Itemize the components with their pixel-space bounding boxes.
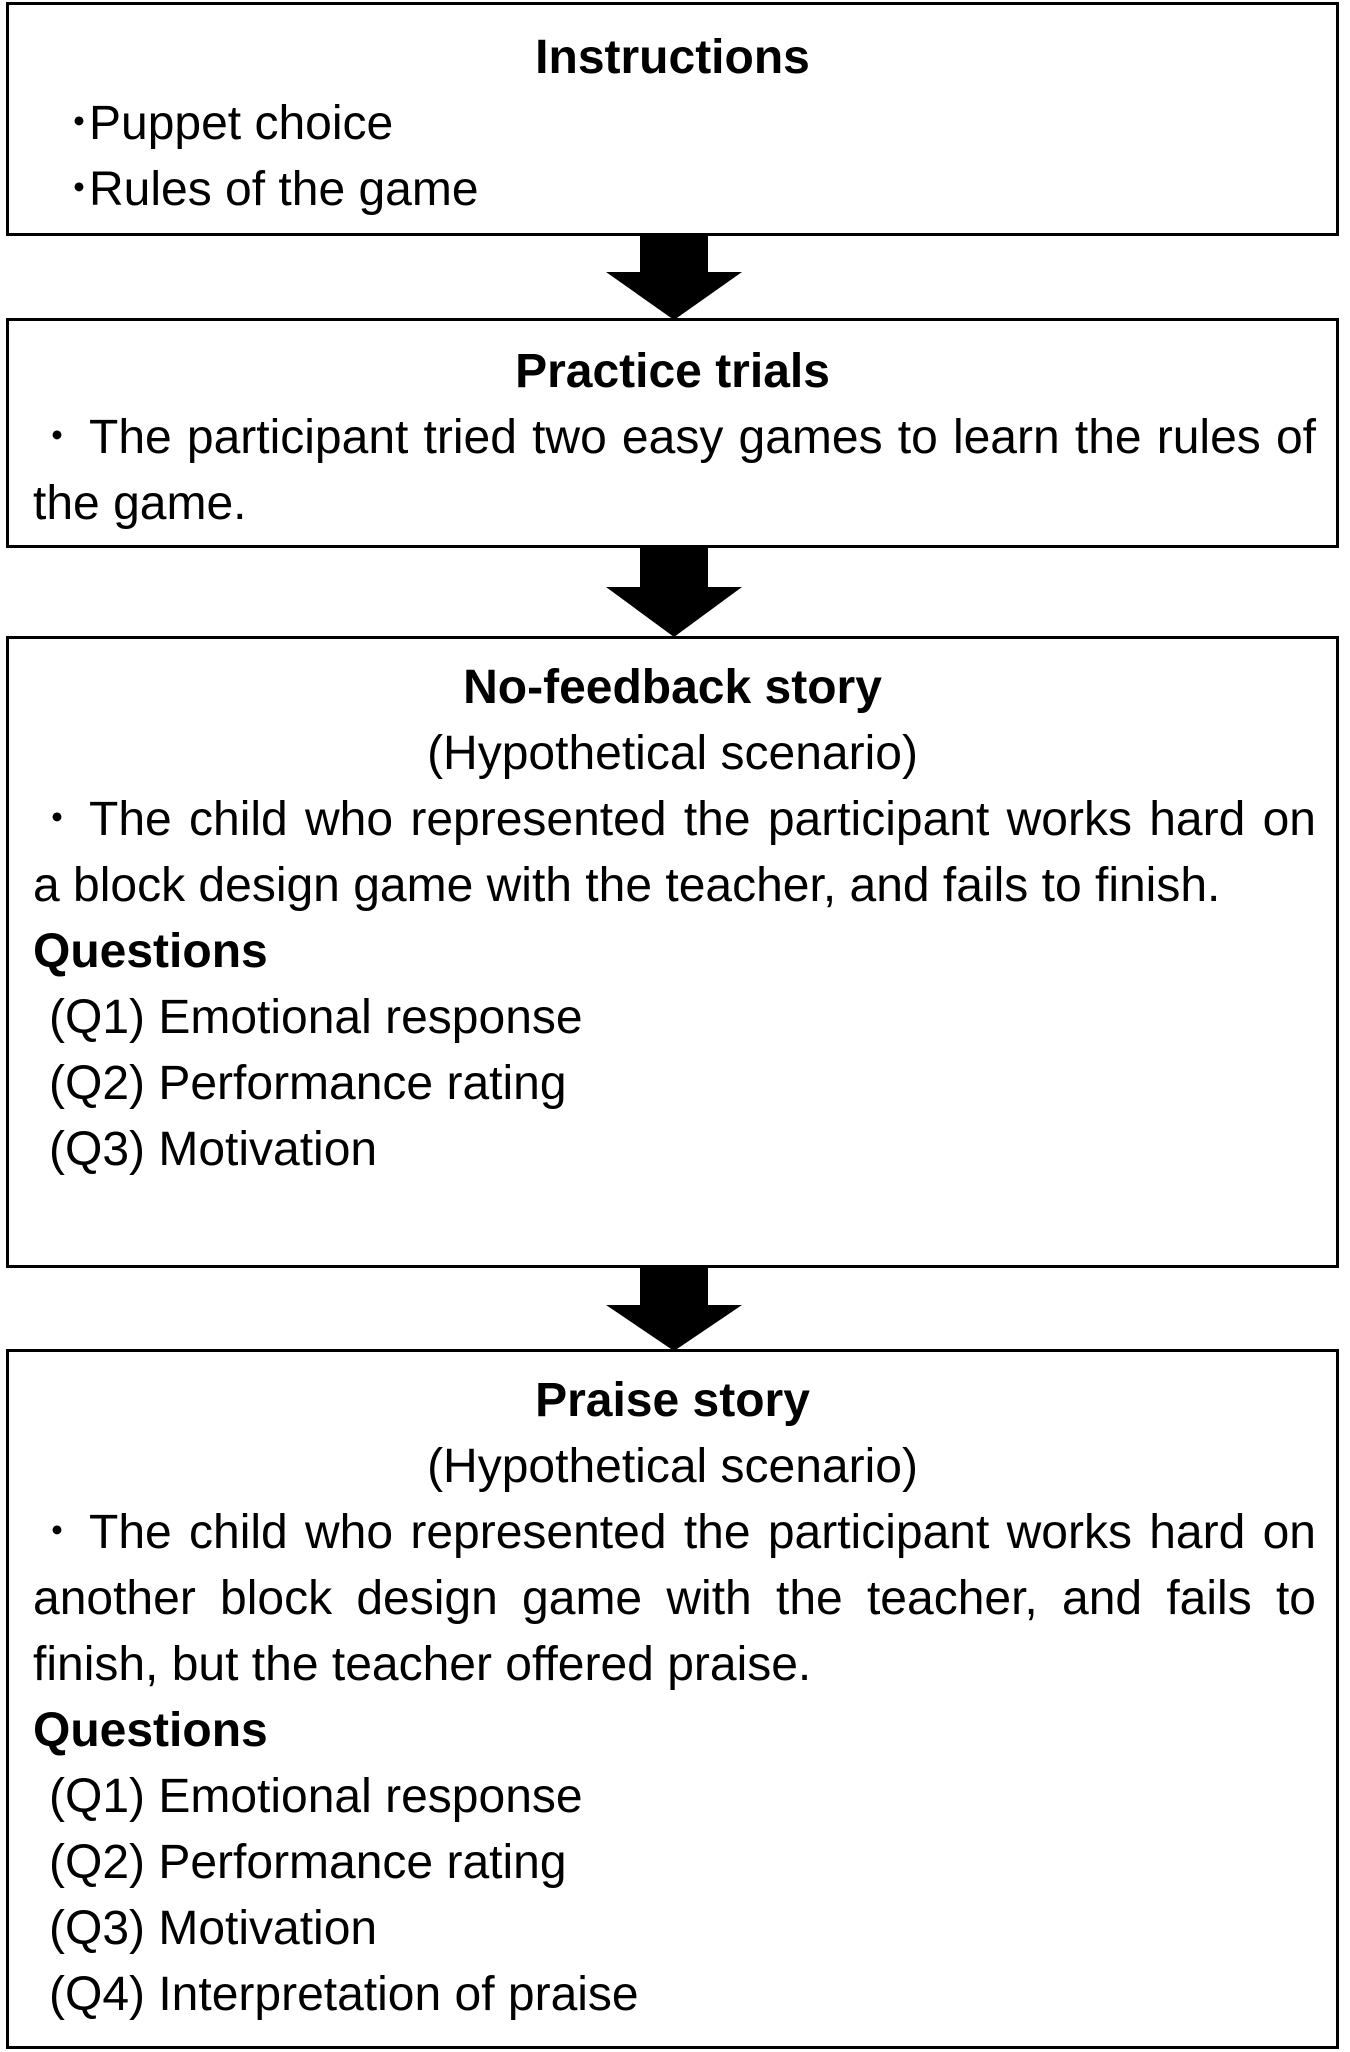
bullet-icon: ・ (55, 163, 104, 216)
step-text: The participant tried two easy games to learn the rules of the game. (33, 411, 1316, 530)
questions-heading: Questions (33, 1704, 268, 1757)
down-arrow-icon (606, 547, 742, 637)
step-title: No-feedback story (463, 661, 882, 714)
question-item: (Q1) Emotional response (49, 1770, 583, 1823)
bullet-icon: ・ (55, 97, 104, 150)
questions-heading: Questions (33, 925, 268, 978)
step-description (9, 1500, 1336, 1698)
question-item: (Q2) Performance rating (49, 1836, 567, 1889)
step-practice-box (6, 318, 1339, 548)
bullet-icon: ・ (33, 793, 82, 846)
step-subtitle: (Hypothetical scenario) (427, 1440, 918, 1493)
bullet-text: Puppet choice (89, 97, 394, 150)
bullet-icon: ・ (33, 411, 82, 464)
question-item: (Q4) Interpretation of praise (49, 1968, 639, 2021)
step-praise-box (6, 1349, 1339, 2049)
question-item: (Q2) Performance rating (49, 1057, 567, 1110)
bullet-item (9, 157, 1336, 223)
step-description (9, 787, 1336, 919)
step-subtitle: (Hypothetical scenario) (427, 727, 918, 780)
down-arrow-icon (606, 234, 742, 320)
bullet-text: Rules of the game (89, 163, 479, 216)
step-instructions-box (6, 2, 1339, 236)
step-text: The child who represented the participant works hard on a block design game with the teacher, and fails to finish. (33, 793, 1316, 912)
step-description (9, 405, 1336, 537)
down-arrow-icon (606, 1267, 742, 1351)
bullet-item (9, 91, 1336, 157)
step-title: Praise story (535, 1374, 810, 1427)
step-no-feedback-box (6, 636, 1339, 1268)
step-title: Instructions (535, 31, 810, 84)
question-item: (Q1) Emotional response (49, 991, 583, 1044)
step-text: The child who represented the participant works hard on another block design game with the teacher, and fails to finish, but the teacher offered praise. (33, 1506, 1316, 1691)
step-title: Practice trials (515, 345, 830, 398)
question-item: (Q3) Motivation (49, 1902, 378, 1955)
bullet-icon: ・ (33, 1506, 82, 1559)
question-item: (Q3) Motivation (49, 1123, 378, 1176)
